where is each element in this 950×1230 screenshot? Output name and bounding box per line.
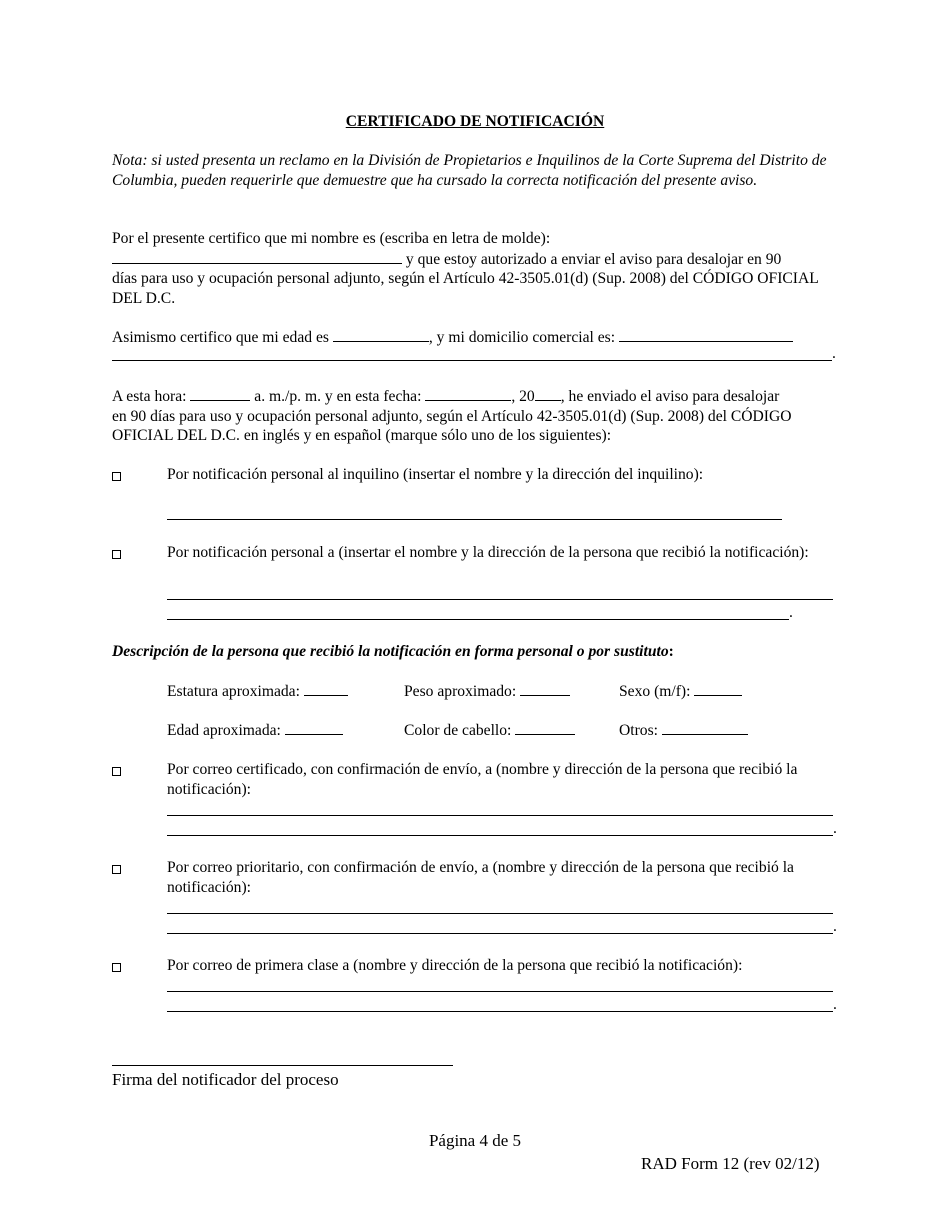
certified-blank-line1[interactable] — [167, 815, 833, 816]
certify-name-line1: Por el presente certifico que mi nombre es (escriba en letra de molde): — [112, 230, 551, 247]
certify-age-paragraph — [112, 327, 842, 348]
address-blank[interactable] — [619, 327, 793, 342]
page-number: Página 4 de 5 — [428, 1131, 522, 1150]
other-field — [619, 720, 748, 741]
signature-line[interactable] — [112, 1065, 453, 1066]
certify-name-paragraph — [112, 229, 842, 308]
hair-blank[interactable] — [515, 720, 575, 735]
option-first-class: Por correo de primera clase a (nombre y dirección de la persona que recibió la notificación): — [167, 957, 743, 974]
weight-label: Peso aproximado: — [404, 683, 521, 700]
name-blank[interactable] — [112, 249, 402, 264]
first-class-blank-line1[interactable] — [167, 991, 833, 992]
other-label: Otros: — [619, 722, 662, 739]
time-date-paragraph — [112, 386, 842, 446]
hair-label: Color de cabello: — [404, 722, 516, 739]
age-approx-label: Edad aproximada: — [167, 722, 285, 739]
age-blank[interactable] — [333, 327, 429, 342]
checkbox-priority-mail[interactable] — [112, 865, 121, 874]
option-personal-other: Por notificación personal a (insertar el nombre y la dirección de la persona que recibió la notificación): — [167, 544, 809, 561]
weight-field — [404, 681, 570, 702]
option-certified-mail: Por correo certificado, con confirmación de envío, a (nombre y dirección de la persona que recibió la notificación): — [167, 761, 798, 798]
date-label: a. m./p. m. y en esta fecha: — [250, 388, 426, 405]
sex-field — [619, 681, 742, 702]
checkbox-certified-mail[interactable] — [112, 767, 121, 776]
weight-blank[interactable] — [520, 681, 570, 696]
other-blank[interactable] — [662, 720, 748, 735]
address-label: , y mi domicilio comercial es: — [428, 329, 619, 346]
first-class-blank-line2[interactable] — [167, 1011, 833, 1012]
personal-other-blank-line1[interactable] — [167, 599, 833, 600]
certified-blank-line2[interactable] — [167, 835, 833, 836]
address-blank-line2[interactable] — [112, 360, 832, 361]
age-approx-field — [167, 720, 343, 741]
height-field — [167, 681, 348, 702]
option-personal-tenant: Por notificación personal al inquilino (insertar el nombre y la dirección del inquilino): — [167, 466, 704, 483]
document-title: CERTIFICADO DE NOTIFICACIÓN — [345, 113, 605, 130]
year-blank[interactable] — [535, 386, 561, 401]
sex-label: Sexo (m/f): — [619, 683, 695, 700]
date-blank[interactable] — [425, 386, 511, 401]
time-label: A esta hora: — [112, 388, 191, 405]
tenant-blank-line[interactable] — [167, 519, 782, 520]
checkbox-first-class[interactable] — [112, 963, 121, 972]
personal-other-blank-line2[interactable] — [167, 619, 789, 620]
priority-blank-line1[interactable] — [167, 913, 833, 914]
certify-name-rest: días para uso y ocupación personal adjunto, según el Artículo 42-3505.01(d) (Sup. 2008) del CÓDIGO OFICIAL DEL D.C. — [112, 270, 819, 307]
checkbox-personal-other[interactable] — [112, 550, 121, 559]
year-prefix: , 20 — [511, 388, 535, 405]
hair-field — [404, 720, 575, 741]
checkbox-personal-tenant[interactable] — [112, 472, 121, 481]
height-blank[interactable] — [304, 681, 348, 696]
time-blank[interactable] — [190, 386, 250, 401]
sex-blank[interactable] — [694, 681, 742, 696]
time-date-part4: , he enviado el aviso para desalojar — [560, 388, 780, 405]
form-id: RAD Form 12 (rev 02/12) — [641, 1154, 820, 1173]
certify-name-after-blank: y que estoy autorizado a enviar el aviso para desalojar en 90 — [402, 250, 782, 268]
note-paragraph: Nota: si usted presenta un reclamo en la División de Propietarios e Inquilinos de la Corte Suprema del Distrito de Columbia, pueden requerirle que demuestre que ha cursado la correcta notificación del presente aviso. — [112, 152, 827, 189]
height-label: Estatura aproximada: — [167, 683, 304, 700]
description-heading: Descripción de la persona que recibió la notificación en forma personal o por sustituto: — [112, 643, 674, 660]
age-label: Asimismo certifico que mi edad es — [112, 329, 333, 346]
priority-blank-line2[interactable] — [167, 933, 833, 934]
time-date-rest: en 90 días para uso y ocupación personal adjunto, según el Artículo 42-3505.01(d) (Sup. 2008) del CÓDIGO OFICIAL DEL D.C. en inglés y en español (marque sólo uno de los siguientes): — [112, 407, 792, 444]
signature-label: Firma del notificador del proceso — [112, 1070, 339, 1089]
option-priority-mail: Por correo prioritario, con confirmación de envío, a (nombre y dirección de la persona que recibió la notificación): — [167, 859, 794, 896]
age-approx-blank[interactable] — [285, 720, 343, 735]
